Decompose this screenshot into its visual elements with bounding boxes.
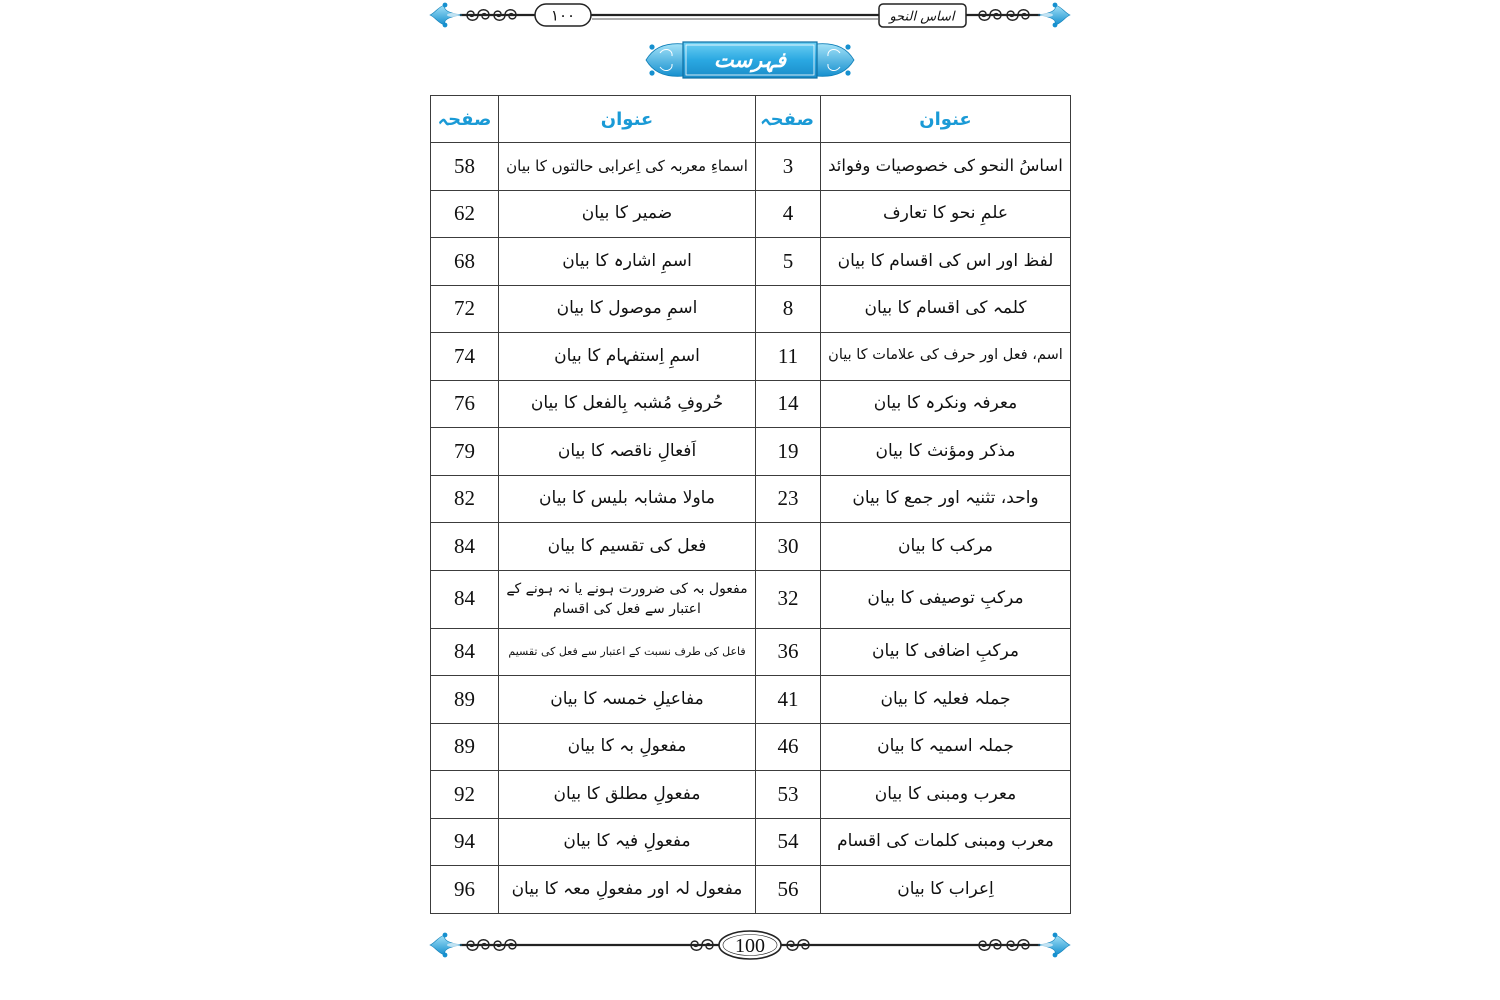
toc-entry-page-cell	[756, 285, 821, 333]
header-page-number: ۱۰۰	[550, 6, 576, 25]
toc-entry-page: 72	[454, 296, 475, 320]
toc-row	[431, 143, 1071, 191]
toc-entry-title: ماولا مشابہ بلیس کا بیان	[539, 488, 715, 508]
column-header-page: صفحہ	[431, 96, 499, 143]
right-fleur-ornament	[1038, 933, 1070, 958]
toc-entry-title: مفعولِ مطلق کا بیان	[553, 783, 701, 804]
toc-entry-page: 11	[777, 343, 799, 368]
toc-entry-title: لفظ اور اس کی اقسام کا بیان	[837, 250, 1054, 271]
toc-entry-page: 56	[777, 876, 799, 901]
toc-entry-page: 3	[782, 153, 794, 178]
toc-row	[431, 333, 1071, 381]
toc-entry-page: 30	[777, 533, 799, 558]
toc-entry-title: اَفعالِ ناقصہ کا بیان	[557, 440, 697, 461]
toc-row	[431, 570, 1071, 628]
toc-entry-page-cell	[756, 190, 821, 238]
curl-ornament	[787, 940, 809, 951]
toc-entry-page-cell	[756, 570, 821, 628]
toc-entry-title: مرکبِ اضافی کا بیان	[872, 641, 1019, 661]
toc-entry-title: اسمِ موصول کا بیان	[556, 298, 698, 318]
curl-ornament	[494, 940, 516, 951]
toc-entry-page: 32	[777, 586, 799, 611]
toc-entry-title: اسمِ اِستفہام کا بیان	[554, 345, 700, 366]
toc-entry-page: 92	[454, 781, 475, 806]
toc-entry-title-cell	[499, 333, 756, 381]
toc-entry-page: 62	[454, 201, 475, 225]
top-header-ornament	[430, 3, 1070, 28]
right-fleur-ornament	[1038, 3, 1070, 28]
toc-row	[431, 285, 1071, 333]
toc-row	[431, 475, 1071, 523]
column-header-page: صفحہ	[756, 96, 821, 143]
toc-entry-page-cell	[756, 380, 821, 428]
toc-entry-title-cell	[499, 818, 756, 866]
toc-entry-page-cell	[756, 475, 821, 523]
toc-row	[431, 628, 1071, 676]
title-banner	[646, 42, 854, 78]
toc-entry-title-cell	[499, 190, 756, 238]
curl-ornament	[467, 940, 489, 951]
toc-entry-title: ضمیر کا بیان	[581, 203, 673, 223]
toc-entry-page: 76	[454, 391, 475, 415]
toc-entry-title: اسم، فعل اور حرف کی علامات کا بیان	[828, 347, 1063, 364]
toc-entry-title-cell	[821, 570, 1071, 628]
toc-entry-title-cell	[821, 771, 1071, 819]
toc-entry-page-cell	[431, 380, 499, 428]
toc-entry-title: مذکر ومؤنث کا بیان	[875, 440, 1016, 461]
toc-entry-title-cell	[499, 628, 756, 676]
toc-entry-title-cell	[499, 866, 756, 914]
toc-header-row	[431, 96, 1071, 143]
toc-entry-title: اسماءِ معربہ کی اِعرابی حالتوں کا بیان	[506, 157, 748, 175]
toc-entry-page: 46	[777, 734, 799, 758]
toc-entry-title-cell	[499, 380, 756, 428]
toc-entry-title: مرکبِ توصیفی کا بیان	[867, 588, 1024, 609]
toc-entry-title-cell	[499, 771, 756, 819]
toc-entry-page-cell	[756, 628, 821, 676]
toc-entry-title-cell	[499, 238, 756, 286]
toc-entry-page-cell	[431, 818, 499, 866]
toc-entry-page-cell	[756, 523, 821, 571]
toc-entry-page-cell	[756, 771, 821, 819]
toc-entry-page: 89	[454, 686, 475, 711]
toc-entry-page-cell	[431, 628, 499, 676]
toc-entry-page: 58	[454, 153, 475, 178]
toc-entry-title-cell	[821, 238, 1071, 286]
toc-entry-page: 54	[777, 829, 799, 853]
toc-entry-title-cell	[821, 676, 1071, 724]
toc-entry-page: 41	[777, 686, 799, 711]
toc-entry-title-cell	[821, 190, 1071, 238]
column-header-title: عنوان	[499, 96, 756, 143]
toc-entry-page-cell	[431, 428, 499, 476]
toc-entry-title-cell	[499, 475, 756, 523]
toc-entry-title: معرب ومبنی کا بیان	[874, 783, 1017, 804]
toc-entry-title-cell	[821, 723, 1071, 771]
toc-entry-page-cell	[431, 285, 499, 333]
toc-entry-title: اساسُ النحو کی خصوصیات وفوائد	[828, 155, 1063, 175]
toc-entry-page-cell	[756, 866, 821, 914]
curl-ornament	[691, 940, 713, 951]
toc-entry-page: 19	[777, 438, 799, 463]
toc-body	[431, 143, 1071, 914]
left-fleur-ornament	[430, 3, 462, 28]
toc-row	[431, 380, 1071, 428]
toc-entry-title-cell	[499, 723, 756, 771]
toc-row	[431, 818, 1071, 866]
toc-entry-title: جملہ اسمیہ کا بیان	[877, 736, 1014, 756]
toc-entry-page: 14	[777, 391, 799, 415]
toc-entry-page-cell	[431, 523, 499, 571]
toc-entry-page-cell	[431, 676, 499, 724]
toc-entry-title-cell	[821, 818, 1071, 866]
toc-entry-page: 8	[782, 296, 794, 320]
toc-row	[431, 523, 1071, 571]
toc-entry-title: اسمِ اشارہ کا بیان	[562, 250, 692, 271]
toc-entry-title: کلمہ کی اقسام کا بیان	[864, 298, 1027, 318]
toc-entry-page-cell	[756, 818, 821, 866]
toc-entry-page-cell	[431, 333, 499, 381]
toc-header	[431, 96, 1071, 143]
toc-entry-title: مفعول لہ اور مفعولِ معہ کا بیان	[511, 878, 743, 899]
footer-page-number: 100	[735, 935, 765, 957]
toc-entry-title-cell	[499, 428, 756, 476]
toc-entry-page-cell	[431, 866, 499, 914]
toc-entry-title-cell	[499, 285, 756, 333]
toc-entry-title: مفعولِ فیہ کا بیان	[563, 831, 691, 851]
toc-row	[431, 771, 1071, 819]
toc-entry-page: 94	[454, 829, 475, 853]
toc-entry-title: فعل کی تقسیم کا بیان	[547, 535, 707, 556]
toc-entry-page-cell	[431, 475, 499, 523]
toc-entry-title: اِعراب کا بیان	[897, 878, 994, 899]
toc-entry-page-cell	[431, 723, 499, 771]
toc-entry-title: مفعولِ بہ کا بیان	[567, 736, 687, 756]
header-book-title: اساس النحو	[889, 9, 955, 25]
toc-entry-page: 82	[454, 486, 475, 510]
toc-entry-page-cell	[756, 238, 821, 286]
toc-entry-page: 84	[454, 533, 475, 558]
toc-row	[431, 190, 1071, 238]
toc-entry-page-cell	[431, 570, 499, 628]
toc-row	[431, 723, 1071, 771]
toc-entry-title: معرب ومبنی کلمات کی اقسام	[837, 831, 1054, 851]
toc-row	[431, 866, 1071, 914]
column-header-title: عنوان	[821, 96, 1071, 143]
toc-entry-page: 5	[782, 248, 794, 273]
toc-entry-page-cell	[756, 428, 821, 476]
toc-entry-page: 68	[454, 248, 475, 273]
toc-entry-page-cell	[756, 143, 821, 191]
toc-entry-title: جملہ فعلیہ کا بیان	[880, 688, 1011, 709]
toc-entry-page: 84	[454, 586, 475, 611]
toc-entry-title-cell	[821, 628, 1071, 676]
toc-entry-title: معرفہ ونکرہ کا بیان	[873, 393, 1018, 413]
toc-entry-page: 89	[454, 734, 475, 758]
toc-entry-page: 74	[454, 343, 475, 368]
toc-entry-page-cell	[756, 333, 821, 381]
toc-entry-title: فاعل کی طرف نسبت کے اعتبار سے فعل کی تقسیم	[508, 644, 746, 658]
toc-entry-page-cell	[756, 723, 821, 771]
toc-entry-page: 4	[782, 201, 794, 225]
toc-entry-page-cell	[756, 676, 821, 724]
table-of-contents	[430, 95, 1071, 914]
toc-entry-page-cell	[431, 143, 499, 191]
toc-entry-page: 84	[454, 639, 475, 663]
left-fleur-ornament	[430, 933, 462, 958]
toc-entry-title-cell	[499, 570, 756, 628]
toc-entry-title-cell	[499, 676, 756, 724]
footer-ornament	[430, 931, 1070, 959]
toc-entry-title: علمِ نحو کا تعارف	[882, 203, 1008, 223]
toc-entry-title-cell	[499, 523, 756, 571]
toc-entry-page-cell	[431, 771, 499, 819]
toc-entry-title: مرکب کا بیان	[898, 535, 993, 556]
toc-row	[431, 238, 1071, 286]
toc-entry-page: 96	[454, 876, 475, 901]
curl-ornament	[1007, 940, 1029, 951]
toc-entry-title-cell	[821, 428, 1071, 476]
toc-entry-title-cell	[821, 380, 1071, 428]
toc-entry-page: 23	[777, 486, 799, 510]
toc-entry-title: واحد، تثنیہ اور جمع کا بیان	[852, 488, 1039, 508]
toc-entry-title: مفاعیلِ خمسہ کا بیان	[550, 688, 704, 709]
toc-entry-title-cell	[821, 285, 1071, 333]
toc-entry-title: حُروفِ مُشبہ بِالفعل کا بیان	[530, 393, 724, 413]
toc-entry-title-cell	[821, 475, 1071, 523]
toc-entry-page-cell	[431, 190, 499, 238]
toc-entry-title-cell	[821, 333, 1071, 381]
toc-entry-title-cell	[821, 866, 1071, 914]
toc-entry-title-cell	[821, 143, 1071, 191]
toc-entry-page-cell	[431, 238, 499, 286]
toc-entry-title: مفعول بہ کی ضرورت ہونے یا نہ ہونے کے اعتبار سے فعل کی اقسام	[506, 581, 748, 617]
toc-entry-page: 53	[777, 781, 799, 806]
page-title: فہرست	[713, 48, 787, 72]
toc-entry-title-cell	[499, 143, 756, 191]
toc-entry-title-cell	[821, 523, 1071, 571]
toc-entry-page: 36	[777, 639, 799, 663]
toc-entry-page: 79	[454, 438, 475, 463]
toc-row	[431, 428, 1071, 476]
curl-ornament	[979, 940, 1001, 951]
toc-row	[431, 676, 1071, 724]
